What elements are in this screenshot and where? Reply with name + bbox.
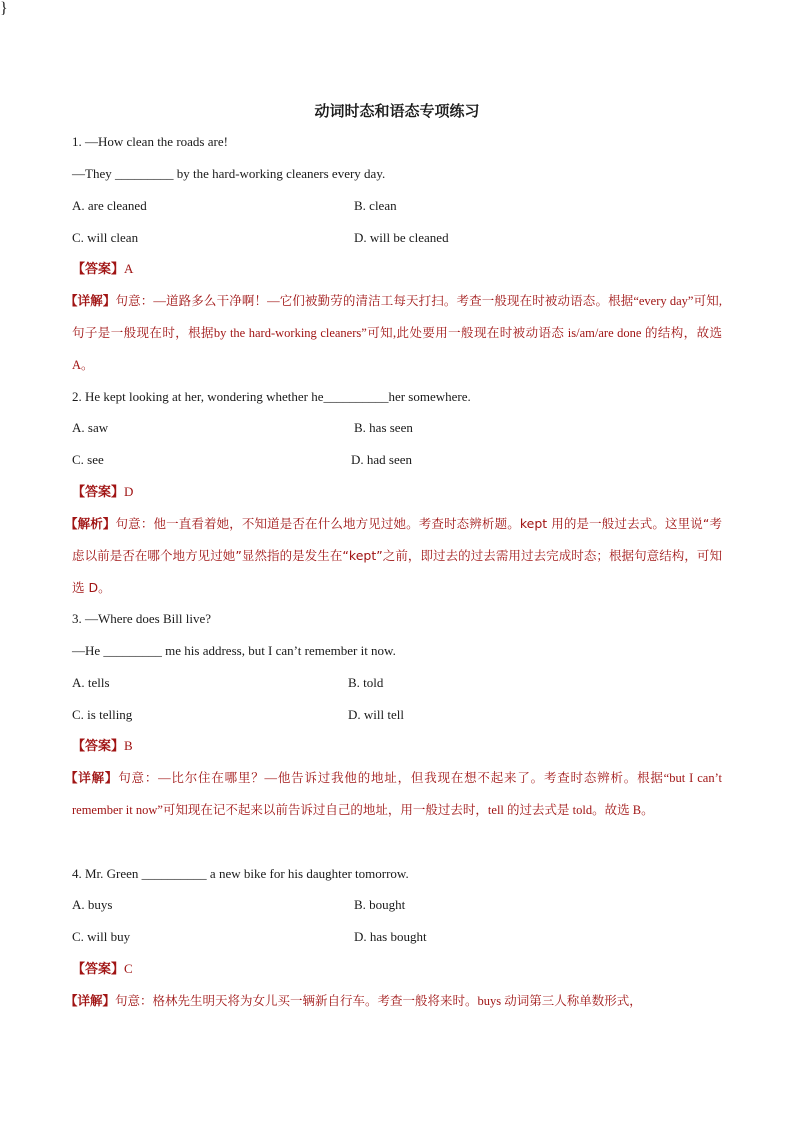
option-a: A. tells [72, 675, 110, 690]
explain-tag: 【解析】 [65, 516, 116, 531]
explain-text: 句意：—道路多么干净啊！—它们被勤劳的清洁工每天打扫。考查一般现在时被动语态。根据“every day”可知,句子是一般现在时，根据by the hard-working cleaners”可知,此处要用一般现在时被动语态 is/am/are done 的结构，故选 A。 [72, 294, 722, 372]
answer-tag: 【答案】 [72, 962, 125, 977]
question-stem: 1. —How clean the roads are! [72, 134, 228, 149]
question-stem: 4. Mr. Green __________ a new bike for his daughter tomorrow. [72, 866, 409, 881]
option-a: A. saw [72, 420, 109, 435]
option-c: C. see [72, 452, 104, 467]
option-d: D. has bought [354, 929, 427, 944]
explanation [65, 985, 722, 1017]
question-stem: 2. He kept looking at her, wondering whether he__________her somewhere. [72, 389, 471, 404]
answer-value: D [124, 484, 134, 499]
answer-tag: 【答案】 [72, 262, 125, 277]
option-d: D. will tell [348, 707, 404, 722]
question-stem: —He _________ me his address, but I can’t remember it now. [72, 643, 396, 658]
explanation [65, 508, 722, 604]
explanation [65, 762, 722, 826]
option-c: C. is telling [72, 707, 133, 722]
explain-tag: 【详解】 [65, 993, 116, 1008]
option-b: B. has seen [354, 420, 413, 435]
answer-value: A [124, 261, 134, 276]
answer-line [72, 960, 133, 979]
question-stem: —They _________ by the hard-working cleaners every day. [72, 166, 386, 181]
answer-tag: 【答案】 [72, 485, 125, 500]
answer-tag: 【答案】 [72, 739, 125, 754]
answer-line [72, 260, 133, 279]
option-b: B. clean [354, 198, 397, 213]
explain-text: 句意：—比尔住在哪里？—他告诉过我他的地址，但我现在想不起来了。考查时态辨析。根据“but I can’t remember it now”可知现在记不起来以前告诉过自己的地址，用一般过去时，tell 的过去式是 told。故选 B。 [72, 771, 722, 817]
option-d: D. will be cleaned [354, 230, 449, 245]
answer-value: C [124, 961, 133, 976]
option-a: A. are cleaned [72, 198, 147, 213]
question-stem: 3. —Where does Bill live? [72, 611, 211, 626]
explain-tag: 【详解】 [65, 293, 116, 308]
explain-text: 句意：格林先生明天将为女儿买一辆新自行车。考查一般将来时。buys 动词第三人称单数形式， [115, 994, 642, 1008]
page-title: 动词时态和语态专项练习 [314, 102, 480, 120]
explain-tag: 【详解】 [65, 770, 119, 785]
option-c: C. will buy [72, 929, 131, 944]
question-1: 1. —How clean the roads are! —They _________ by the hard-working cleaners every day. A. are cleaned B. clean C. will clean D. will be cleaned 【答案】A 【详解】句意：—道路多么干净啊！—它们被勤劳的清洁工每天打扫。考查一般现在时被动语态。根据“every day”可知,句子是一般现在时，根据by the hard-working cleaners”可知,此处要用一般现在时被动语态 is/am/are done 的结构，故选 A。 } [0, 0, 794, 18]
answer-line [72, 483, 133, 502]
answer-line [72, 737, 133, 756]
option-c: C. will clean [72, 230, 139, 245]
option-d: D. had seen [351, 452, 413, 467]
explain-text: 句意：他一直看着她，不知道是否在什么地方见过她。考查时态辨析题。kept 用的是一般过去式。这里说“考虑以前是否在哪个地方见过她”显然指的是发生在“kept”之前，即过去的过去需用过去完成时态；根据句意结构，可知选 D。 [72, 516, 722, 595]
option-a: A. buys [72, 897, 113, 912]
option-b: B. bought [354, 897, 406, 912]
explanation [65, 285, 722, 381]
option-b: B. told [348, 675, 384, 690]
answer-value: B [124, 738, 133, 753]
